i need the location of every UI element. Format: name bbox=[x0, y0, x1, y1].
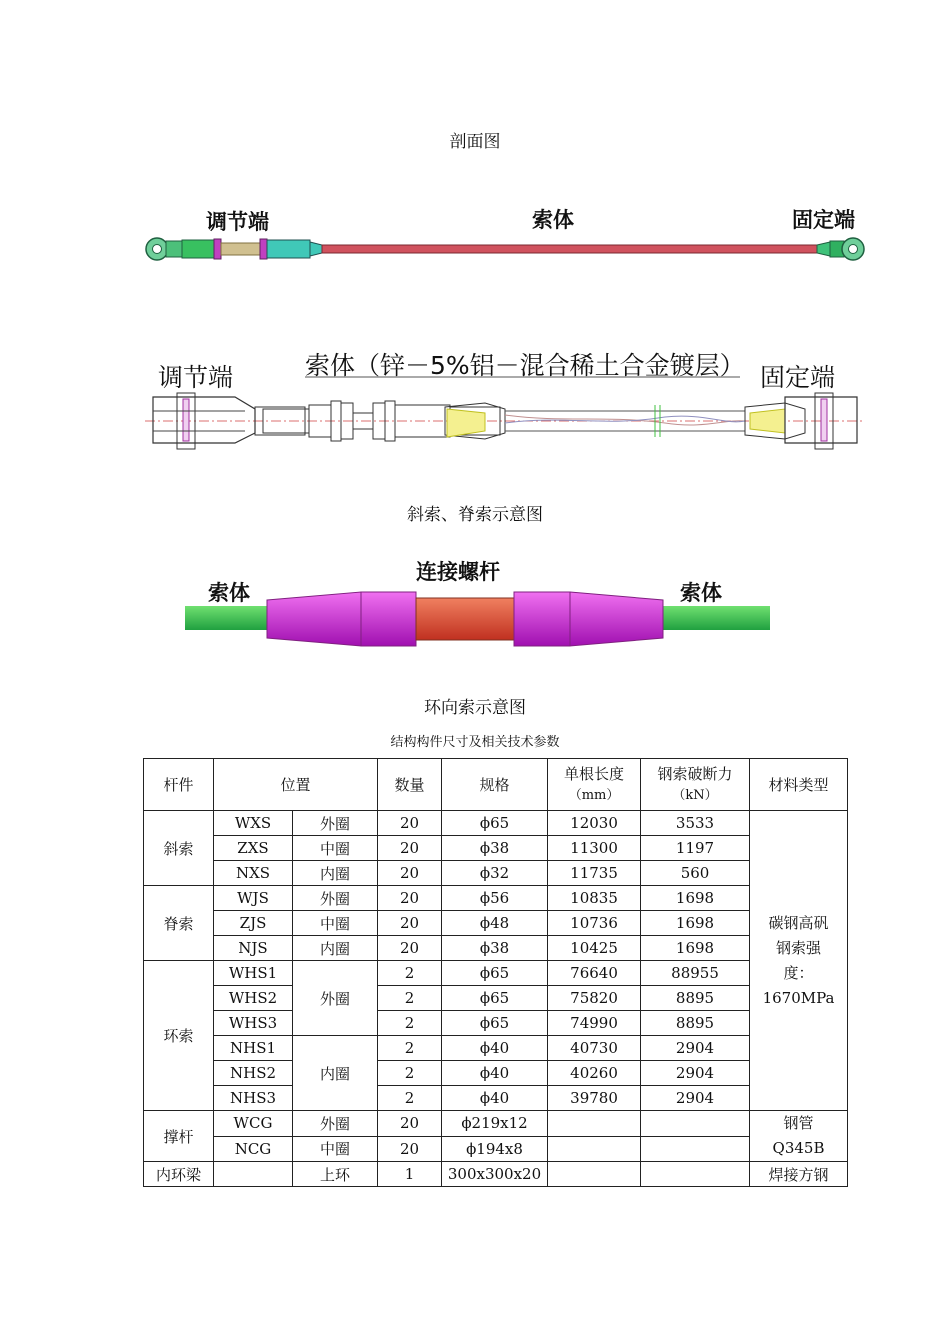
cell-count: 20 bbox=[378, 886, 442, 911]
fig1-cable-drawing bbox=[140, 232, 870, 266]
cell-spec: ϕ40 bbox=[442, 1061, 548, 1086]
group-huan: 环索 bbox=[144, 961, 214, 1111]
caption-ring-diagram: 环向索示意图 bbox=[424, 698, 526, 718]
cell-length: 10736 bbox=[548, 911, 641, 936]
cell-code: NHS3 bbox=[214, 1086, 293, 1111]
header-count: 数量 bbox=[378, 759, 442, 811]
cell-spec: 300x300x20 bbox=[442, 1162, 548, 1187]
spec-table bbox=[143, 758, 848, 1187]
cell-length: 39780 bbox=[548, 1086, 641, 1111]
cell-force: 2904 bbox=[641, 1036, 750, 1061]
fig2-section-drawing bbox=[145, 375, 865, 455]
cell-pos: 外圈 bbox=[293, 1111, 378, 1137]
cell-count: 1 bbox=[378, 1162, 442, 1187]
fig1-fixed-end-label: 固定端 bbox=[792, 208, 855, 232]
group-ji: 脊索 bbox=[144, 886, 214, 961]
cell-count: 2 bbox=[378, 1011, 442, 1036]
cell-code bbox=[214, 1162, 293, 1187]
cell-spec: ϕ40 bbox=[442, 1036, 548, 1061]
fig3-connector-label: 连接螺杆 bbox=[416, 560, 500, 584]
table-row bbox=[144, 1162, 848, 1187]
material-line: Q345B bbox=[772, 1139, 825, 1157]
cell-code: WCG bbox=[214, 1111, 293, 1137]
cell-pos: 上环 bbox=[293, 1162, 378, 1187]
header-force-unit: （kN） bbox=[672, 787, 718, 803]
table-header-row bbox=[144, 759, 848, 811]
table-row bbox=[144, 1036, 848, 1061]
cell-length bbox=[548, 1162, 641, 1187]
table-row bbox=[144, 836, 848, 861]
cell-force bbox=[641, 1111, 750, 1137]
cell-spec: ϕ48 bbox=[442, 911, 548, 936]
table-row bbox=[144, 986, 848, 1011]
header-force-label: 钢索破断力 bbox=[657, 764, 733, 783]
table-title: 结构构件尺寸及相关技术参数 bbox=[390, 735, 560, 750]
header-length-label: 单根长度 bbox=[564, 764, 625, 783]
fixed-end-eye-icon bbox=[842, 238, 864, 260]
cell-spec: ϕ40 bbox=[442, 1086, 548, 1111]
cell-force bbox=[641, 1136, 750, 1162]
material-line: 碳钢高矾 bbox=[768, 913, 829, 932]
cell-force: 2904 bbox=[641, 1061, 750, 1086]
table-row bbox=[144, 861, 848, 886]
cell-force: 8895 bbox=[641, 1011, 750, 1036]
caption-cable-diagram: 斜索、脊索示意图 bbox=[407, 505, 543, 525]
cell-force bbox=[641, 1162, 750, 1187]
cell-code: NHS1 bbox=[214, 1036, 293, 1061]
cell-spec: ϕ219x12 bbox=[442, 1111, 548, 1137]
cell-length: 75820 bbox=[548, 986, 641, 1011]
cell-length: 11300 bbox=[548, 836, 641, 861]
cell-count: 20 bbox=[378, 911, 442, 936]
cell-length: 10835 bbox=[548, 886, 641, 911]
fig2-adjust-end-label: 调节端 bbox=[158, 363, 234, 392]
cell-code: WXS bbox=[214, 811, 293, 836]
table-row bbox=[144, 961, 848, 986]
cell-length: 40730 bbox=[548, 1036, 641, 1061]
cell-force: 560 bbox=[641, 861, 750, 886]
cell-count: 20 bbox=[378, 861, 442, 886]
cell-pos: 中圈 bbox=[293, 911, 378, 936]
cell-length bbox=[548, 1136, 641, 1162]
cell-code: ZJS bbox=[214, 911, 293, 936]
group-cheng: 撑杆 bbox=[144, 1111, 214, 1162]
cell-code: NCG bbox=[214, 1136, 293, 1162]
cell-code: NHS2 bbox=[214, 1061, 293, 1086]
table-row bbox=[144, 1086, 848, 1111]
material-line: 钢管 bbox=[783, 1114, 814, 1132]
group-neihuan: 内环梁 bbox=[144, 1162, 214, 1187]
material-line: 度： bbox=[783, 963, 814, 982]
table-row bbox=[144, 911, 848, 936]
fig1-adjust-end-label: 调节端 bbox=[206, 210, 269, 234]
material-line: 1670MPa bbox=[762, 988, 835, 1007]
cell-count: 20 bbox=[378, 811, 442, 836]
cell-length: 40260 bbox=[548, 1061, 641, 1086]
cell-code: WJS bbox=[214, 886, 293, 911]
cell-count: 2 bbox=[378, 961, 442, 986]
cell-code: WHS3 bbox=[214, 1011, 293, 1036]
header-position: 位置 bbox=[214, 759, 378, 811]
cell-code: WHS2 bbox=[214, 986, 293, 1011]
cell-spec: ϕ65 bbox=[442, 1011, 548, 1036]
material-steel-pipe bbox=[750, 1111, 848, 1162]
cell-pos: 内圈 bbox=[293, 861, 378, 886]
cell-pos: 外圈 bbox=[293, 961, 378, 1036]
header-force bbox=[641, 759, 750, 811]
header-length bbox=[548, 759, 641, 811]
fig3-right-cable-label: 索体 bbox=[680, 581, 722, 605]
cell-spec: ϕ38 bbox=[442, 936, 548, 961]
cell-force: 1698 bbox=[641, 911, 750, 936]
header-spec: 规格 bbox=[442, 759, 548, 811]
header-length-unit: （mm） bbox=[568, 787, 620, 803]
cell-pos: 内圈 bbox=[293, 1036, 378, 1111]
group-xie: 斜索 bbox=[144, 811, 214, 886]
cell-force: 8895 bbox=[641, 986, 750, 1011]
cell-spec: ϕ194x8 bbox=[442, 1136, 548, 1162]
cell-spec: ϕ65 bbox=[442, 986, 548, 1011]
table-row bbox=[144, 811, 848, 836]
cell-force: 2904 bbox=[641, 1086, 750, 1111]
table-row bbox=[144, 1061, 848, 1086]
cell-pos: 中圈 bbox=[293, 1136, 378, 1162]
cell-force: 1698 bbox=[641, 886, 750, 911]
table-row bbox=[144, 1011, 848, 1036]
table-row bbox=[144, 1111, 848, 1137]
table-row bbox=[144, 936, 848, 961]
material-box-steel: 焊接方钢 bbox=[750, 1162, 848, 1187]
cell-code: NXS bbox=[214, 861, 293, 886]
header-material: 材料类型 bbox=[750, 759, 848, 811]
fig3-left-cable-label: 索体 bbox=[208, 581, 250, 605]
cell-pos: 中圈 bbox=[293, 836, 378, 861]
cell-force: 1698 bbox=[641, 936, 750, 961]
cell-code: WHS1 bbox=[214, 961, 293, 986]
cell-pos: 外圈 bbox=[293, 886, 378, 911]
cell-length: 74990 bbox=[548, 1011, 641, 1036]
cell-spec: ϕ56 bbox=[442, 886, 548, 911]
cell-force: 3533 bbox=[641, 811, 750, 836]
cell-count: 20 bbox=[378, 936, 442, 961]
material-steel-cable bbox=[750, 811, 848, 1111]
cell-pos: 外圈 bbox=[293, 811, 378, 836]
cell-length bbox=[548, 1111, 641, 1137]
cell-count: 20 bbox=[378, 1111, 442, 1137]
cell-spec: ϕ65 bbox=[442, 811, 548, 836]
cell-length: 76640 bbox=[548, 961, 641, 986]
table-row bbox=[144, 886, 848, 911]
fig1-cable-body-label: 索体 bbox=[532, 208, 574, 232]
cell-length: 10425 bbox=[548, 936, 641, 961]
cell-count: 2 bbox=[378, 1086, 442, 1111]
caption-section: 剖面图 bbox=[449, 132, 501, 152]
adjust-end-eye-icon bbox=[146, 238, 168, 260]
cell-force: 1197 bbox=[641, 836, 750, 861]
cell-count: 2 bbox=[378, 986, 442, 1011]
fig3-connector-drawing bbox=[185, 590, 770, 650]
cell-length: 12030 bbox=[548, 811, 641, 836]
cell-count: 20 bbox=[378, 1136, 442, 1162]
cell-count: 2 bbox=[378, 1061, 442, 1086]
table-row bbox=[144, 1136, 848, 1162]
cell-count: 20 bbox=[378, 836, 442, 861]
fig2-cable-body-label: 索体（锌－5%铝－混合稀土合金镀层） bbox=[305, 351, 745, 380]
fig2-fixed-end-label: 固定端 bbox=[760, 363, 836, 392]
cell-code: ZXS bbox=[214, 836, 293, 861]
cell-code: NJS bbox=[214, 936, 293, 961]
cell-count: 2 bbox=[378, 1036, 442, 1061]
cell-force: 88955 bbox=[641, 961, 750, 986]
material-line: 钢索强 bbox=[776, 938, 822, 957]
cell-spec: ϕ38 bbox=[442, 836, 548, 861]
cell-pos: 内圈 bbox=[293, 936, 378, 961]
cell-length: 11735 bbox=[548, 861, 641, 886]
cell-spec: ϕ65 bbox=[442, 961, 548, 986]
header-member: 杆件 bbox=[144, 759, 214, 811]
cell-spec: ϕ32 bbox=[442, 861, 548, 886]
